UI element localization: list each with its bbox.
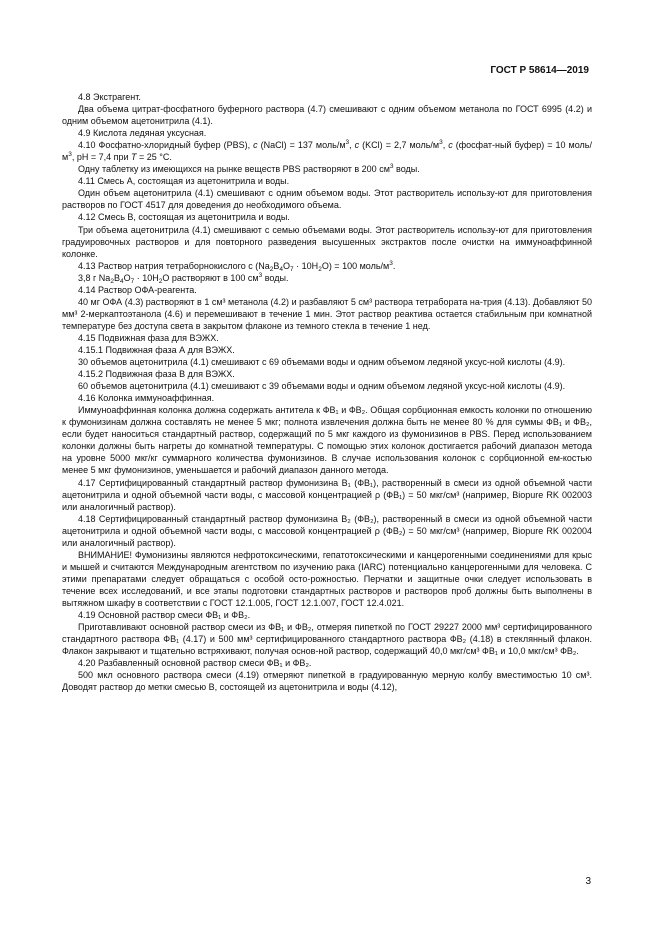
section-4-16-text: Иммуноаффинная колонка должна содержать антитела к ФВ₁ и ФВ₂. Общая сорбционная емкость колонки по отношению к фумонизинам должна составлять не менее 5 мкг; полнота извлечения должна быть не менее 80 % для суммы ФВ₁ и ФВ₂, если будет наноситься стандартный раствор, содержащий по 5 мкг каждого из фумонизинов в PBS. Перед использованием колонки должны быть нагреты до комнатной температуры. С помощью этих колонок достигается рабочий диапазон метода на уровне 5000 мкг/кг суммарного количества фумонизинов. В случае использования колонок с сорбционной ем-костью менее 5 мкг фумонизинов, уменьшается и рабочий диапазон данного метода.: [62, 405, 592, 476]
section-4-14-text: 40 мг ОФА (4.3) растворяют в 1 см³ метанола (4.2) и разбавляют 5 см³ раствора тетрабората на-трия (4.13). Добавляют 50 мм³ 2-меркаптоэтанола (4.6) и перемешивают в течение 1 мин. Этот раствор реактива остается стабильным при комнатной температуре без доступа света в закрытом флаконе из темного стекла в течение 1 нед.: [62, 296, 592, 331]
section-4-11-heading: 4.11 Смесь А, состоящая из ацетонитрила и воды.: [78, 176, 290, 187]
section-4-15-2-heading: 4.15.2 Подвижная фаза В для ВЭЖХ.: [78, 369, 235, 380]
section-4-20-heading: 4.20 Разбавленный основной раствор смеси ФВ₁ и ФВ₂.: [78, 658, 312, 669]
section-4-16-heading: 4.16 Колонка иммуноаффинная.: [78, 393, 215, 404]
section-4-13-heading: 4.13 Раствор натрия тетраборнокислого с $(Na_2B_4O_7 \cdot 10H_2O) = 100$ моль/$м^3$.: [78, 259, 396, 273]
section-4-12-heading: 4.12 Смесь В, состоящая из ацетонитрила и воды.: [78, 212, 290, 223]
section-4-8-heading: 4.8 Экстрагент.: [78, 92, 141, 102]
section-4-19-text: Приготавливают основной раствор смеси из ФВ₁ и ФВ₂, отмеряя пипеткой по ГОСТ 29227 2000 мм³ сертифицированного стандартного раствора ФВ₁ (4.17) и 500 мм³ сертифицированного стандартного раствора ФВ₂ (4.18) в стеклянный флакон. Флакон закрывают и тщательно встряхивают, получая основ-ной раствор, содержащий 40,0 мкг/см³ ФВ₁ и 10,0 мкг/см³ ФВ₂.: [62, 622, 592, 657]
section-4-19-heading: 4.19 Основной раствор смеси ФВ₁ и ФВ₂.: [78, 610, 251, 621]
section-4-15-1-text: 30 объемов ацетонитрила (4.1) смешивают с 69 объемами воды и одним объемом ледяной уксус-ной кислоты (4.9).: [78, 357, 566, 368]
section-4-13-text: 3,8 г $Na_2B_4O_7 \cdot 10H_2O$ растворяют в 100 $см^3$ воды.: [78, 271, 289, 285]
document-body: [62, 91, 592, 693]
warning-text: ВНИМАНИЕ! Фумонизины являются нефротоксическими, гепатотоксическими и канцерогенными соединениями для крыс и мышей и считаются Международным агентством по изучению рака (IARC) потенциально канцерогенными для человека. С этими препаратами следует обращаться с особой осто-рожностью. Перчатки и защитные очки следует использовать в течение всех исследований, и все этапы подготовки стандартных растворов и растворов проб должны быть выполнены в вытяжном шкафу в соответствии с ГОСТ 12.1.005, ГОСТ 12.1.007, ГОСТ 12.4.021.: [62, 549, 592, 608]
section-4-9-heading: 4.9 Кислота ледяная уксусная.: [78, 128, 207, 139]
page-number: 3: [585, 876, 591, 887]
section-4-8-text: Два объема цитрат-фосфатного буферного раствора (4.7) смешивают с одним объемом метанола по ГОСТ 6995 (4.2) и одним объемом ацетонитрила (4.1).: [62, 104, 592, 127]
section-4-15-2-text: 60 объемов ацетонитрила (4.1) смешивают с 39 объемами воды и одним объемом ледяной уксус-ной кислоты (4.9).: [78, 381, 566, 392]
page-header: ГОСТ Р 58614—2019: [490, 65, 589, 76]
section-4-14-heading: 4.14 Раствор ОФА-реагента.: [78, 284, 197, 295]
section-4-11-text: Один объем ацетонитрила (4.1) смешивают с одним объемом воды. Этот растворитель использу-ют для приготовления растворов по ГОСТ 4517 для доведения до необходимого объема.: [62, 188, 592, 211]
section-4-10-text: Одну таблетку из имеющихся на рынке веществ PBS растворяют в 200 $см^3$ воды.: [78, 163, 420, 175]
section-4-15-heading: 4.15 Подвижная фаза для ВЭЖХ.: [78, 332, 219, 343]
section-4-20-text: 500 мкл основного раствора смеси (4.19) отмеряют пипеткой в градуированную мерную колбу вместимостью 10 см³. Доводят раствор до метки смесью В, состоящей из ацетонитрила и воды (4.12),: [62, 670, 592, 693]
section-4-18-text: 4.18 Сертифицированный стандартный раствор фумонизина В₂ (ФВ₂), растворенный в смеси из одной объемной части ацетонитрила и одной объемной части воды, с массовой концентрацией ρ (ФВ₂) = 50 мкг/см³ (например, Biopure RK 002004 или аналогичный раствор).: [62, 513, 592, 548]
section-4-17-text: 4.17 Сертифицированный стандартный раствор фумонизина В₁ (ФВ₁), растворенный в смеси из одной объемной части ацетонитрила и одной объемной части воды, с массовой концентрацией ρ (ФВ₁) = 50 мкг/см³ (например, Biopure RK 002003 или аналогичный раствор).: [62, 477, 592, 512]
section-4-12-text: Три объема ацетонитрила (4.1) смешивают с семью объемами воды. Этот растворитель использу-ют для приготовления градуировочных растворов и для повторного разведения высушенных экстрактов после очистки на иммуноаффинной колонке.: [62, 224, 592, 259]
section-4-10-heading: 4.10 Фосфатно-хлоридный буфер (PBS), c (NaCl) = 137 моль/$м^3$, c (KCl) = 2,7 моль/$м^3$, c (фосфат-ный буфер) = 10 моль/$м^3$, рН = 7,4 при T = 25 °С.: [62, 139, 592, 163]
section-4-15-1-heading: 4.15.1 Подвижная фаза А для ВЭЖХ.: [78, 344, 235, 355]
